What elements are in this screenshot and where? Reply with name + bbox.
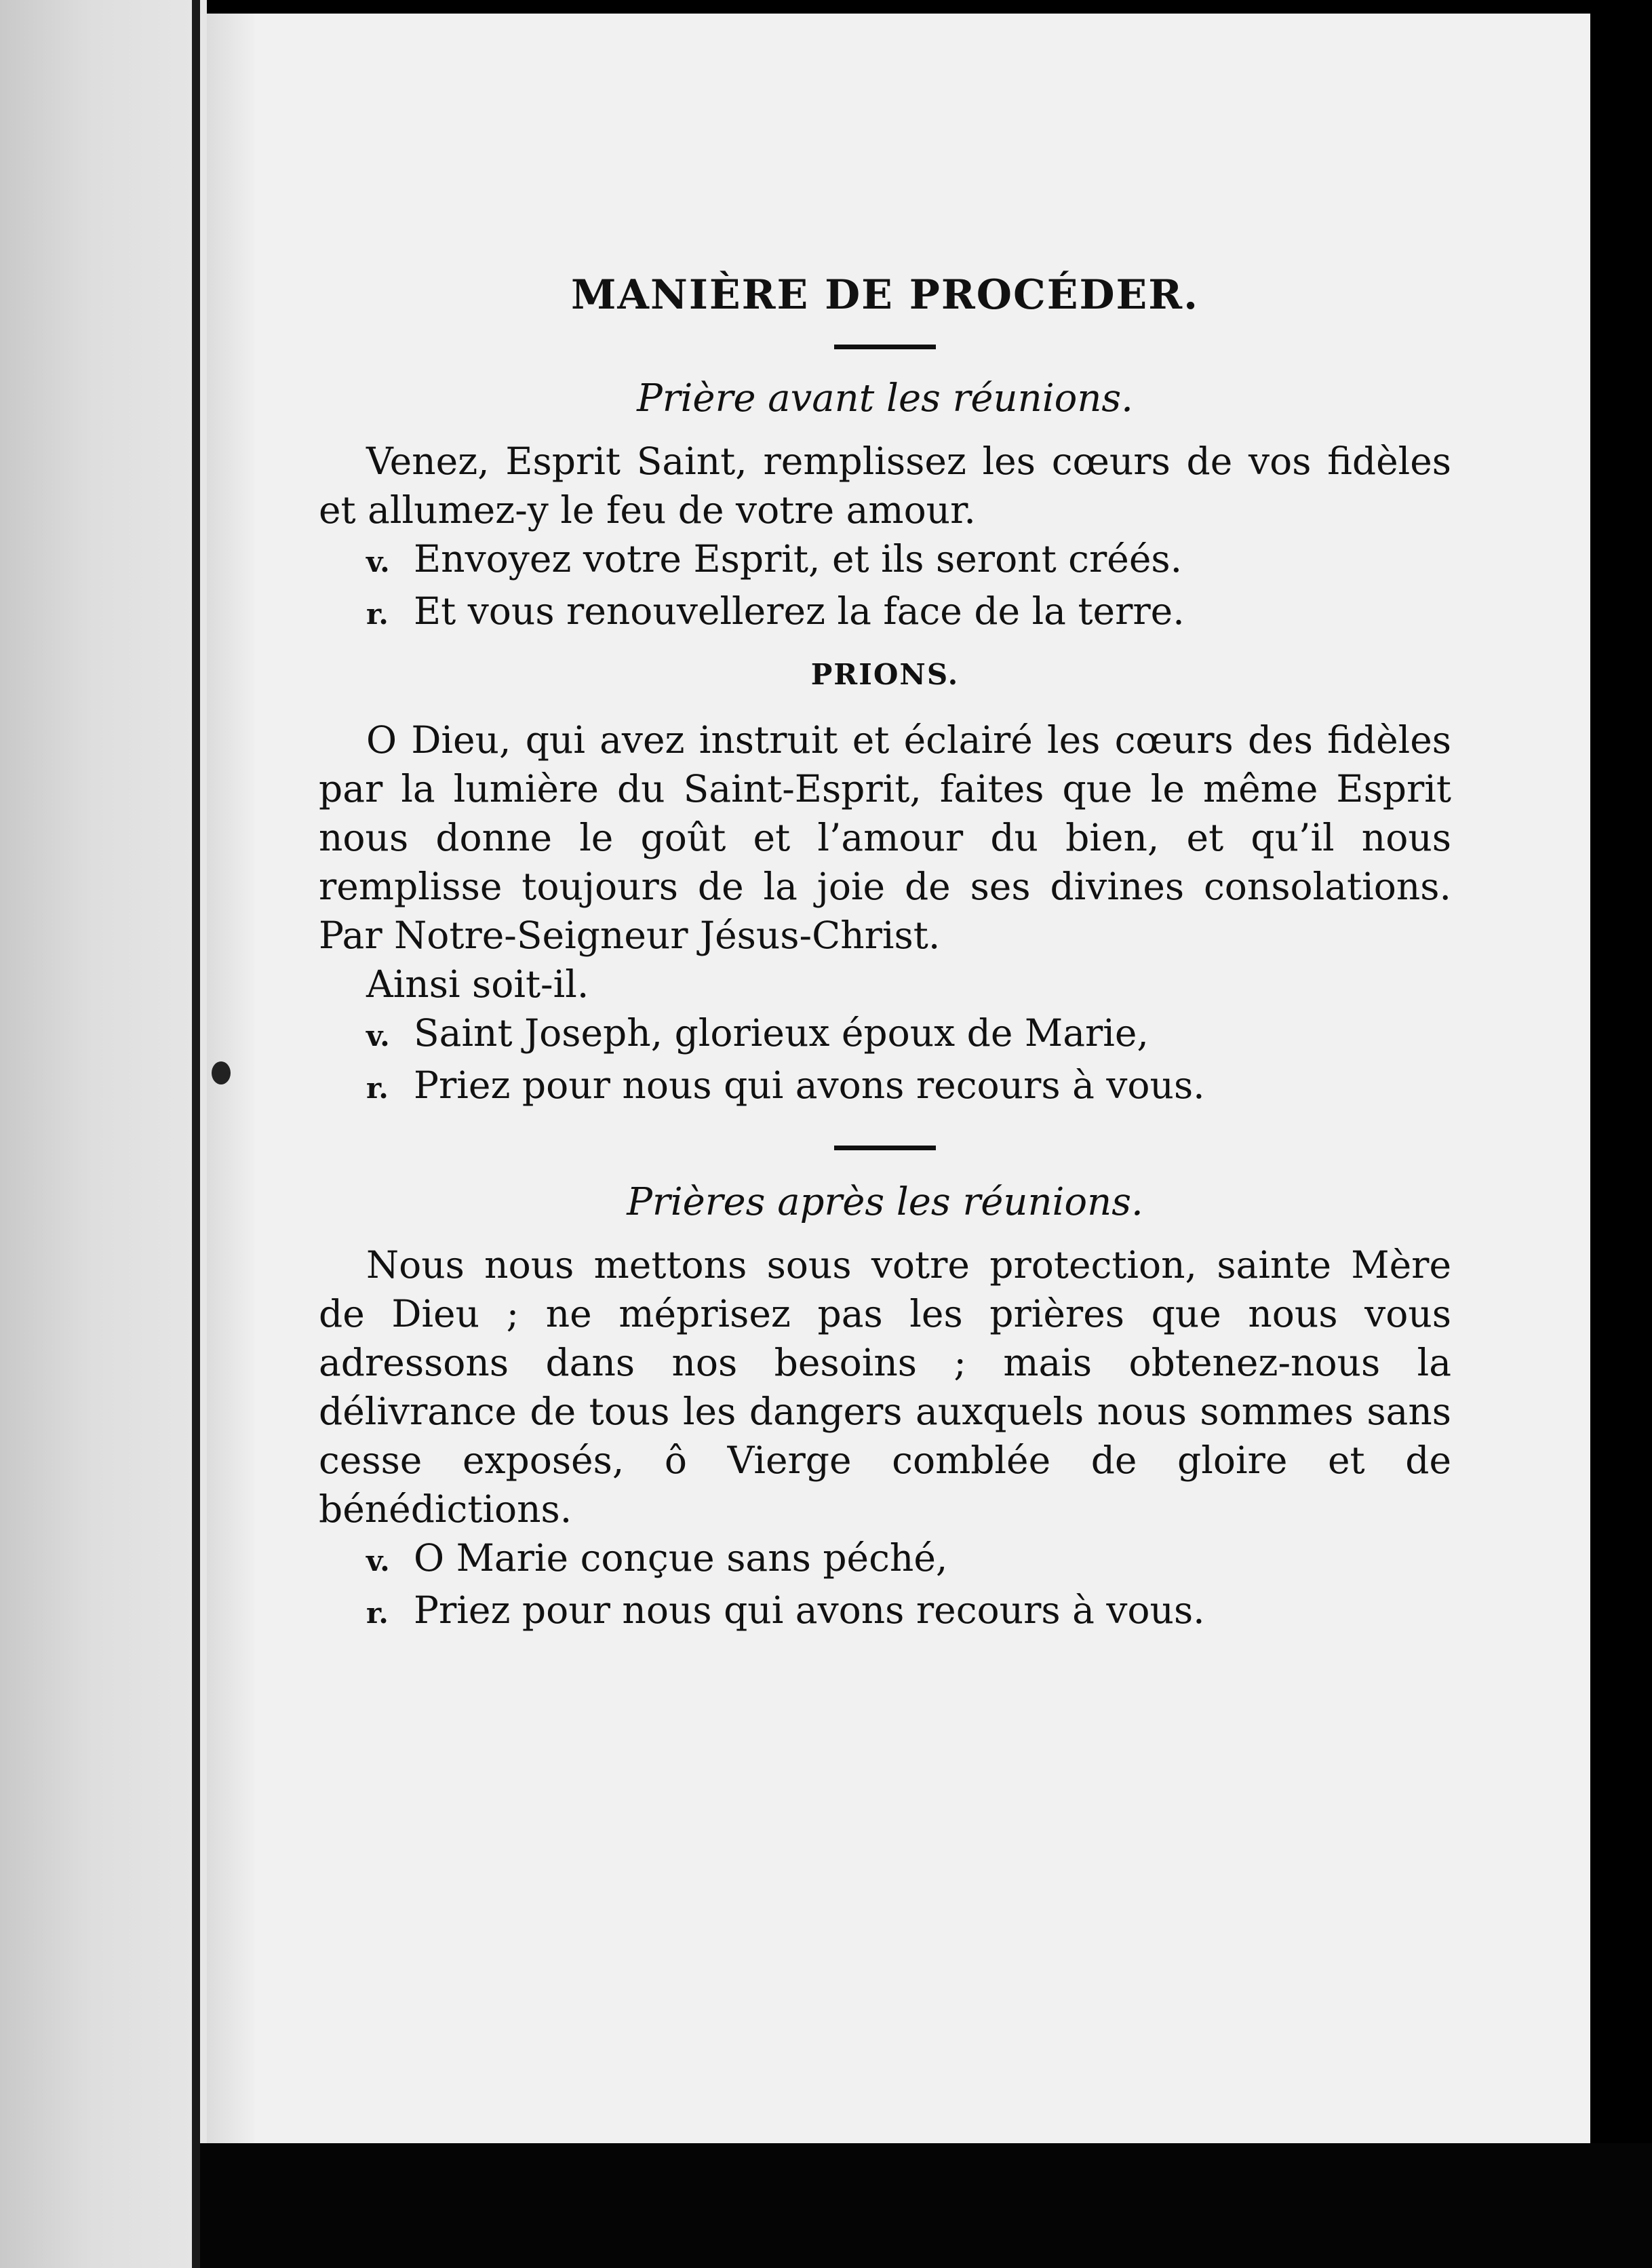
versicle-text: O Marie conçue sans péché, — [414, 1536, 948, 1580]
response-line — [319, 587, 1451, 639]
section-heading-before: Prière avant les réunions. — [637, 376, 1133, 421]
prions-heading: PRIONS. — [810, 658, 960, 691]
page-title: MANIÈRE DE PROCÉDER. — [571, 271, 1199, 319]
versicle-mark: v. — [366, 1544, 390, 1578]
response-text: Priez pour nous qui avons recours à vous. — [414, 1588, 1205, 1632]
response-text: Et vous renouvellerez la face de la terre. — [414, 589, 1185, 633]
response-line-marie — [319, 1586, 1451, 1638]
page-inner-shadow — [207, 14, 254, 2150]
response-text: Priez pour nous qui avons recours à vous. — [414, 1063, 1205, 1107]
section-heading-after: Prières après les réunions. — [627, 1180, 1143, 1224]
response-line-joseph — [319, 1061, 1451, 1113]
binding-hole — [212, 1061, 231, 1084]
versicle-line-joseph — [319, 1009, 1451, 1061]
response-mark: r. — [366, 598, 389, 631]
response-mark: r. — [366, 1072, 389, 1105]
prayer-paragraph-sub-tuum: Nous nous mettons sous votre protection, sainte Mère de Dieu ; ne méprisez pas les prières que nous vous adressons dans nos besoins ; mais obtenez-nous la délivrance de tous les dangers auxquels nous sommes sans cesse exposés, ô Vierge comblée de gloire et de bénédictions. — [319, 1243, 1451, 1531]
response-mark: r. — [366, 1597, 389, 1630]
section-divider — [834, 1146, 936, 1150]
versicle-line — [319, 534, 1451, 587]
page-gutter-line — [192, 0, 200, 2268]
scan-border-right — [1590, 0, 1652, 2268]
facing-page-edge — [0, 0, 207, 2268]
scan-border-bottom — [200, 2143, 1652, 2268]
versicle-text: Saint Joseph, glorieux époux de Marie, — [414, 1011, 1149, 1055]
versicle-mark: v. — [366, 545, 390, 579]
amen-line: Ainsi soit-il. — [366, 962, 589, 1006]
versicle-mark: v. — [366, 1019, 390, 1053]
title-divider — [834, 345, 936, 349]
prayer-paragraph-dieu: O Dieu, qui avez instruit et éclairé les cœurs des fidèles par la lumière du Saint-Esprit, faites que le même Esprit nous donne le goût et l’amour du bien, et qu’il nous remplisse toujours de la joie de ses divines consolations. Par Notre-Seigneur Jésus-Christ. — [319, 718, 1451, 957]
page-content — [319, 271, 1451, 1638]
prayer-paragraph-veni: Venez, Esprit Saint, remplissez les cœurs de vos fidèles et allumez-y le feu de votre amour. — [319, 439, 1451, 532]
versicle-line-marie — [319, 1533, 1451, 1586]
versicle-text: Envoyez votre Esprit, et ils seront créés. — [414, 537, 1183, 581]
